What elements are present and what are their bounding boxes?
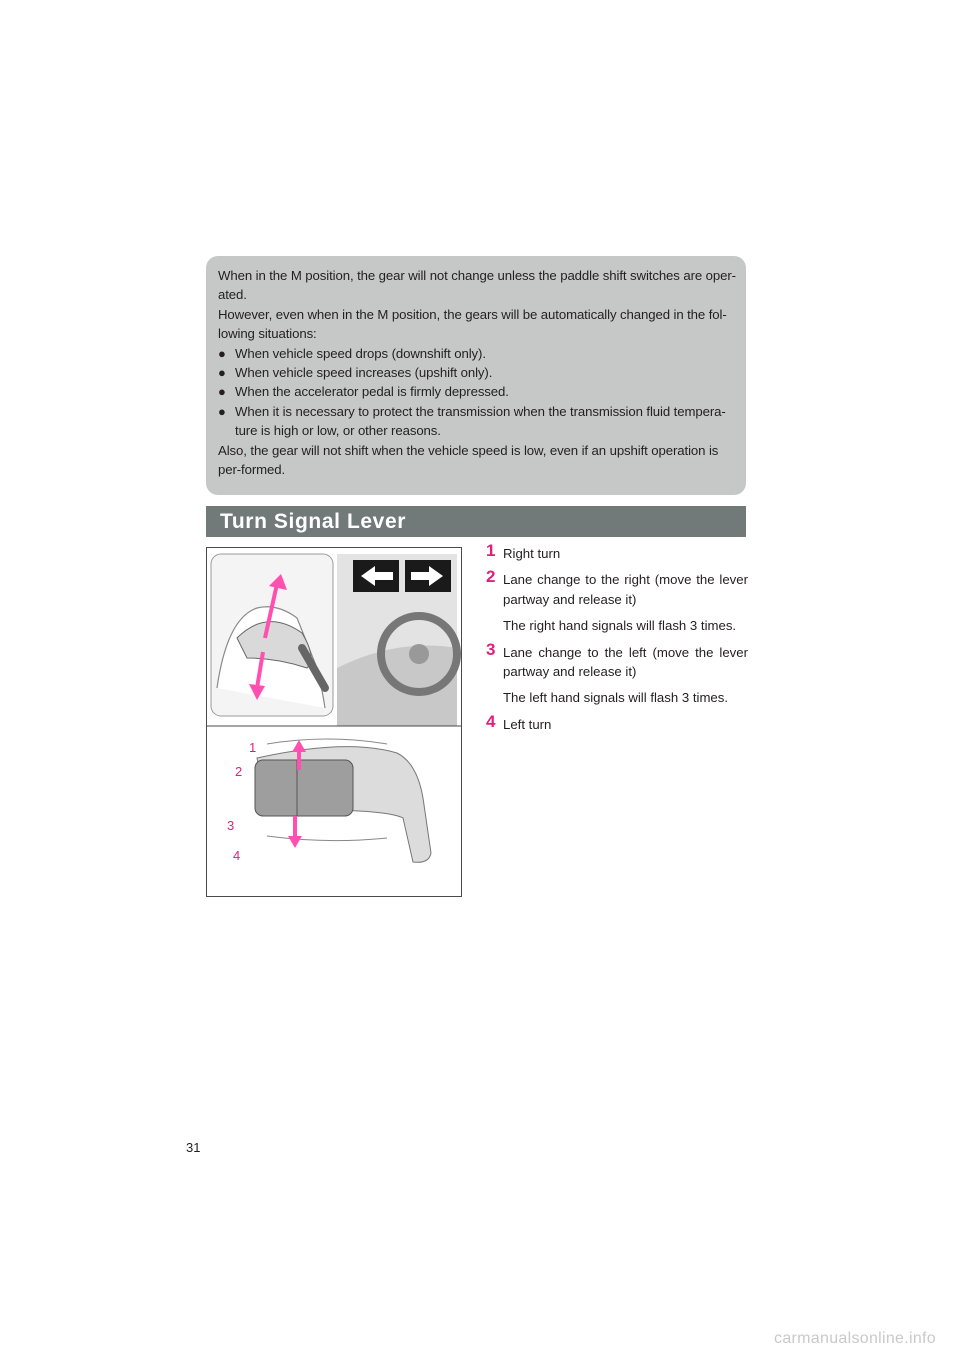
steering-hub [409, 644, 429, 664]
fig-arrow-1-head [292, 740, 306, 752]
turn-signal-figure [206, 547, 462, 897]
figure-label-3: 3 [227, 818, 235, 833]
turn-signal-illustration [207, 548, 462, 897]
step-number: 3 [486, 639, 496, 659]
bullet-dot-icon: ● [218, 403, 226, 419]
lever-switch-head [255, 760, 353, 816]
step-text: Lane change to the left (move the lever partway and release it) [503, 644, 748, 680]
step-number: 2 [486, 567, 496, 587]
step-item [486, 541, 748, 563]
note-line-2: However, even when in the M position, the gears will be automatically changed in the fol-lowing situations: [218, 306, 727, 342]
step-item [486, 711, 748, 734]
section-title: Turn Signal Lever [206, 506, 746, 537]
lever-outline-top-2 [267, 739, 387, 744]
step-subtext: The left hand signals will flash 3 times. [503, 690, 729, 706]
step-text: Left turn [503, 716, 552, 732]
figure-label-2: 2 [235, 764, 243, 779]
note-line-1: When in the M position, the gear will not change unless the paddle shift switches are oper-ated. [218, 268, 736, 303]
lever-outline-bottom-2 [267, 836, 387, 841]
step-text: Right turn [503, 546, 561, 561]
note-bullet: ● When the accelerator pedal is firmly depressed. [218, 382, 736, 401]
step-number: 4 [486, 711, 496, 731]
note-box [206, 256, 746, 495]
bullet-dot-icon: ● [218, 384, 226, 400]
bullet-dot-icon: ● [218, 345, 226, 361]
step-number: 1 [486, 541, 496, 560]
step-subtext: The right hand signals will flash 3 times. [503, 618, 737, 634]
bullet-dot-icon: ● [218, 365, 226, 381]
step-item [486, 639, 748, 708]
note-line-3: Also, the gear will not shift when the vehicle speed is low, even if an upshift operation is per-formed. [218, 442, 719, 478]
page-number: 31 [186, 1140, 201, 1155]
steps-list [486, 541, 748, 741]
watermark: carmanualsonline.info [774, 1330, 936, 1347]
figure-label-4: 4 [233, 848, 241, 863]
step-item [486, 567, 748, 635]
step-text: Lane change to the right (move the lever partway and release it) [503, 572, 748, 607]
note-bullet: ● When vehicle speed drops (downshift only). [218, 344, 736, 363]
fig-arrow-4-head [288, 836, 302, 848]
note-bullet: ● When it is necessary to protect the transmission when the transmission fluid tempera-ture is high or low, or other reasons. [218, 403, 726, 439]
figure-label-1: 1 [249, 740, 257, 755]
note-bullet: ● When vehicle speed increases (upshift only). [218, 363, 736, 382]
